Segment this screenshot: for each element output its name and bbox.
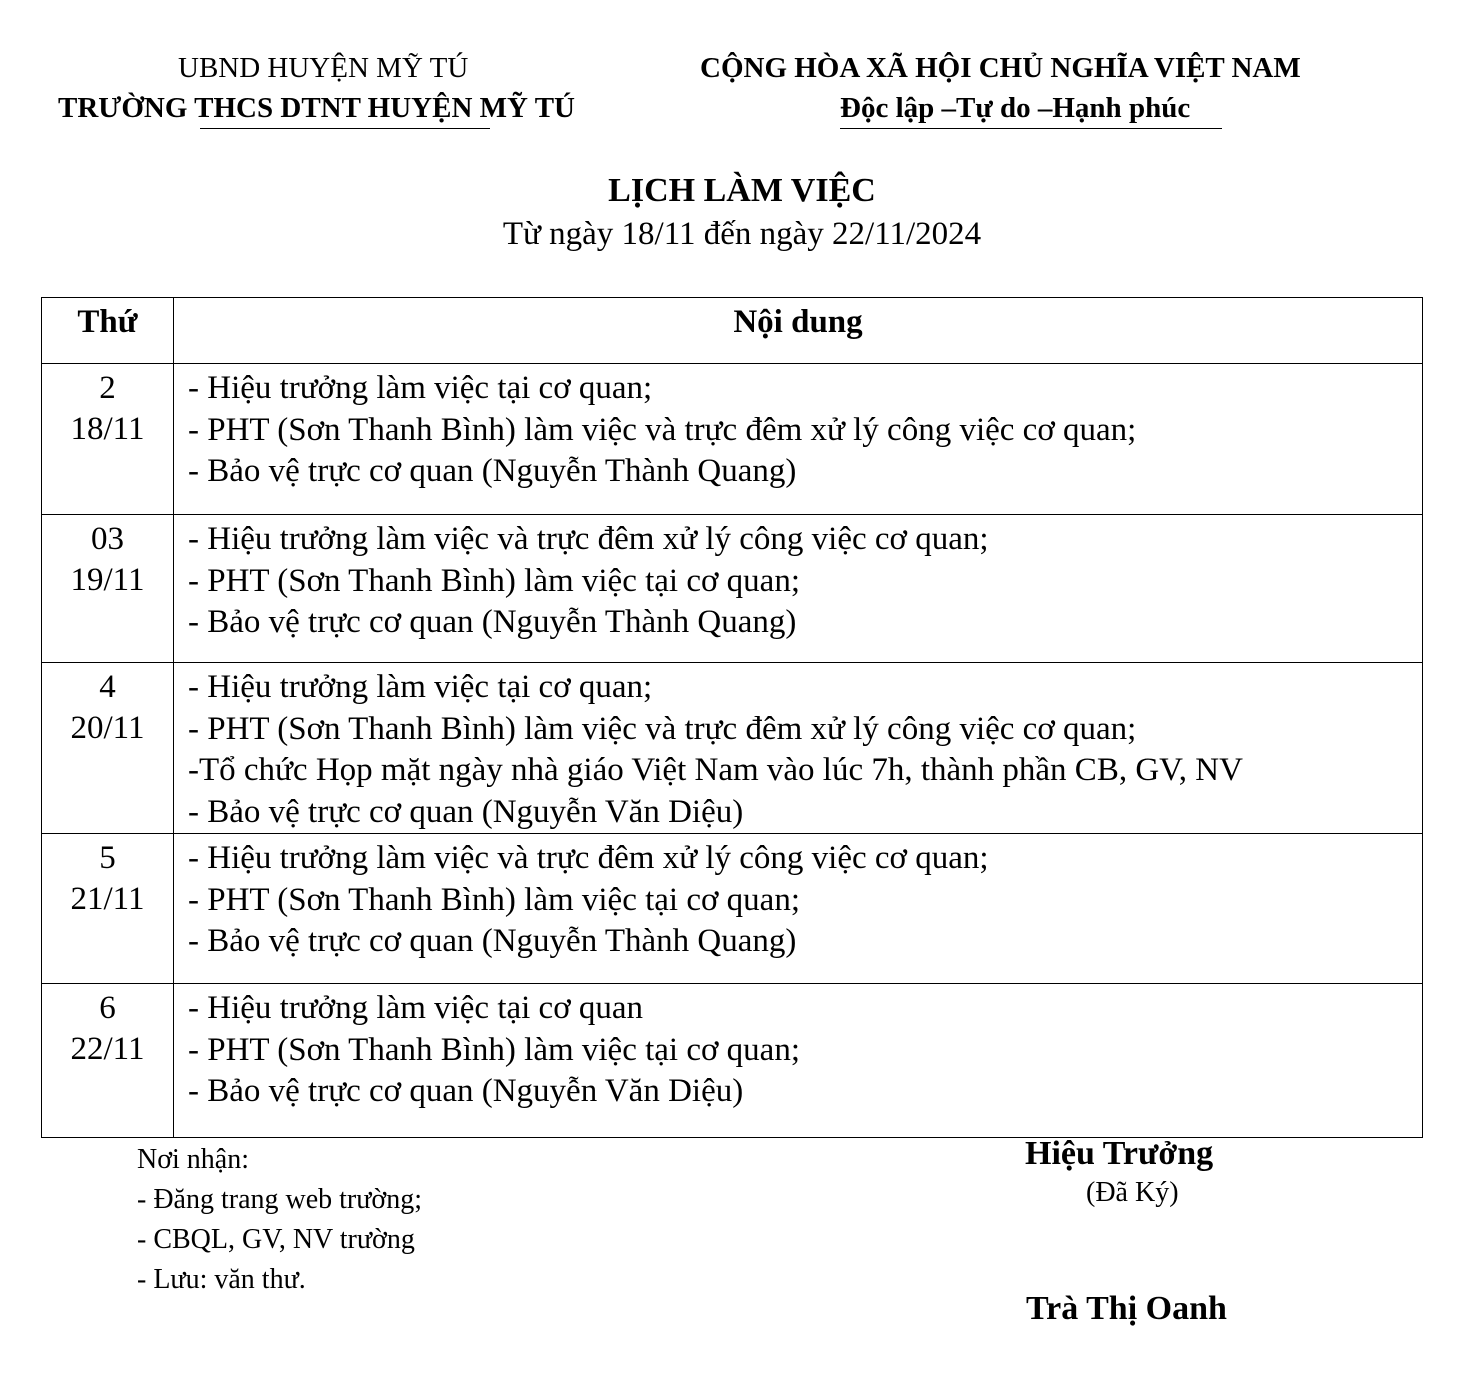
school-name-underline (200, 128, 490, 129)
weekday: 6 (99, 990, 116, 1026)
task-line: - Hiệu trưởng làm việc tại cơ quan; (188, 669, 653, 705)
task-line: - PHT (Sơn Thanh Bình) làm việc tại cơ quan; (188, 562, 800, 599)
school-name: TRƯỜNG THCS DTNT HUYỆN MỸ TÚ (58, 92, 575, 124)
column-header-content: Nội dung (174, 298, 1423, 364)
task-line: - Hiệu trưởng làm việc và trực đêm xử lý công việc cơ quan; (188, 840, 989, 876)
weekday: 4 (99, 669, 116, 705)
national-title: CỘNG HÒA XÃ HỘI CHỦ NGHĨA VIỆT NAM (700, 52, 1301, 84)
task-line: -Tổ chức Họp mặt ngày nhà giáo Việt Nam vào lúc 7h, thành phần CB, GV, NV (188, 752, 1243, 788)
day-cell (42, 984, 174, 1138)
table-row (42, 515, 1423, 663)
table-row (42, 663, 1423, 834)
date: 20/11 (70, 710, 145, 746)
task-line: - PHT (Sơn Thanh Bình) làm việc tại cơ quan; (188, 881, 800, 918)
content-cell (174, 834, 1423, 984)
signature-note: (Đã Ký) (1086, 1177, 1179, 1208)
content-cell (174, 984, 1423, 1138)
recipient-item: - CBQL, GV, NV trường (137, 1224, 415, 1255)
date: 22/11 (70, 1031, 145, 1067)
column-header-day: Thứ (42, 298, 174, 364)
date: 19/11 (70, 562, 145, 598)
weekday: 03 (91, 521, 124, 557)
schedule-table (41, 297, 1423, 1138)
task-line: - PHT (Sơn Thanh Bình) làm việc tại cơ quan; (188, 1031, 800, 1068)
day-cell (42, 515, 174, 663)
task-line: - Bảo vệ trực cơ quan (Nguyễn Văn Diệu) (188, 1073, 744, 1109)
table-row (42, 834, 1423, 984)
task-line: - Bảo vệ trực cơ quan (Nguyễn Thành Quang) (188, 923, 797, 959)
task-line: - Bảo vệ trực cơ quan (Nguyễn Văn Diệu) (188, 793, 744, 830)
recipient-item: - Đăng trang web trường; (137, 1184, 423, 1215)
content-cell (174, 515, 1423, 663)
signature-title: Hiệu Trưởng (1025, 1135, 1214, 1172)
task-line: - Hiệu trưởng làm việc tại cơ quan (188, 990, 644, 1026)
national-motto: Độc lập –Tự do –Hạnh phúc (840, 92, 1191, 124)
table-header-row (42, 298, 1423, 364)
document-subtitle: Từ ngày 18/11 đến ngày 22/11/2024 (502, 216, 982, 252)
content-cell (174, 663, 1423, 834)
weekday: 5 (99, 840, 116, 876)
task-line: - Bảo vệ trực cơ quan (Nguyễn Thành Quang) (188, 453, 797, 489)
table-row (42, 364, 1423, 515)
agency-name: UBND HUYỆN MỸ TÚ (178, 52, 469, 84)
day-cell (42, 663, 174, 834)
task-line: - Bảo vệ trực cơ quan (Nguyễn Thành Quang) (188, 604, 797, 640)
day-cell (42, 834, 174, 984)
day-cell (42, 364, 174, 515)
national-motto-underline (840, 128, 1222, 129)
table-row (42, 984, 1423, 1138)
recipients-title: Nơi nhận: (137, 1144, 250, 1175)
task-line: - PHT (Sơn Thanh Bình) làm việc và trực đêm xử lý công việc cơ quan; (188, 710, 1137, 747)
task-line: - PHT (Sơn Thanh Bình) làm việc và trực đêm xử lý công việc cơ quan; (188, 411, 1137, 448)
recipients-block (137, 1140, 422, 1300)
task-line: - Hiệu trưởng làm việc tại cơ quan; (188, 370, 653, 406)
weekday: 2 (99, 370, 116, 406)
date: 18/11 (70, 411, 145, 447)
date: 21/11 (70, 881, 145, 917)
task-line: - Hiệu trưởng làm việc và trực đêm xử lý công việc cơ quan; (188, 521, 989, 557)
recipient-item: - Lưu: văn thư. (137, 1264, 306, 1295)
signer-name: Trà Thị Oanh (1026, 1290, 1227, 1327)
document-title: LỊCH LÀM VIỆC (608, 172, 876, 209)
content-cell (174, 364, 1423, 515)
